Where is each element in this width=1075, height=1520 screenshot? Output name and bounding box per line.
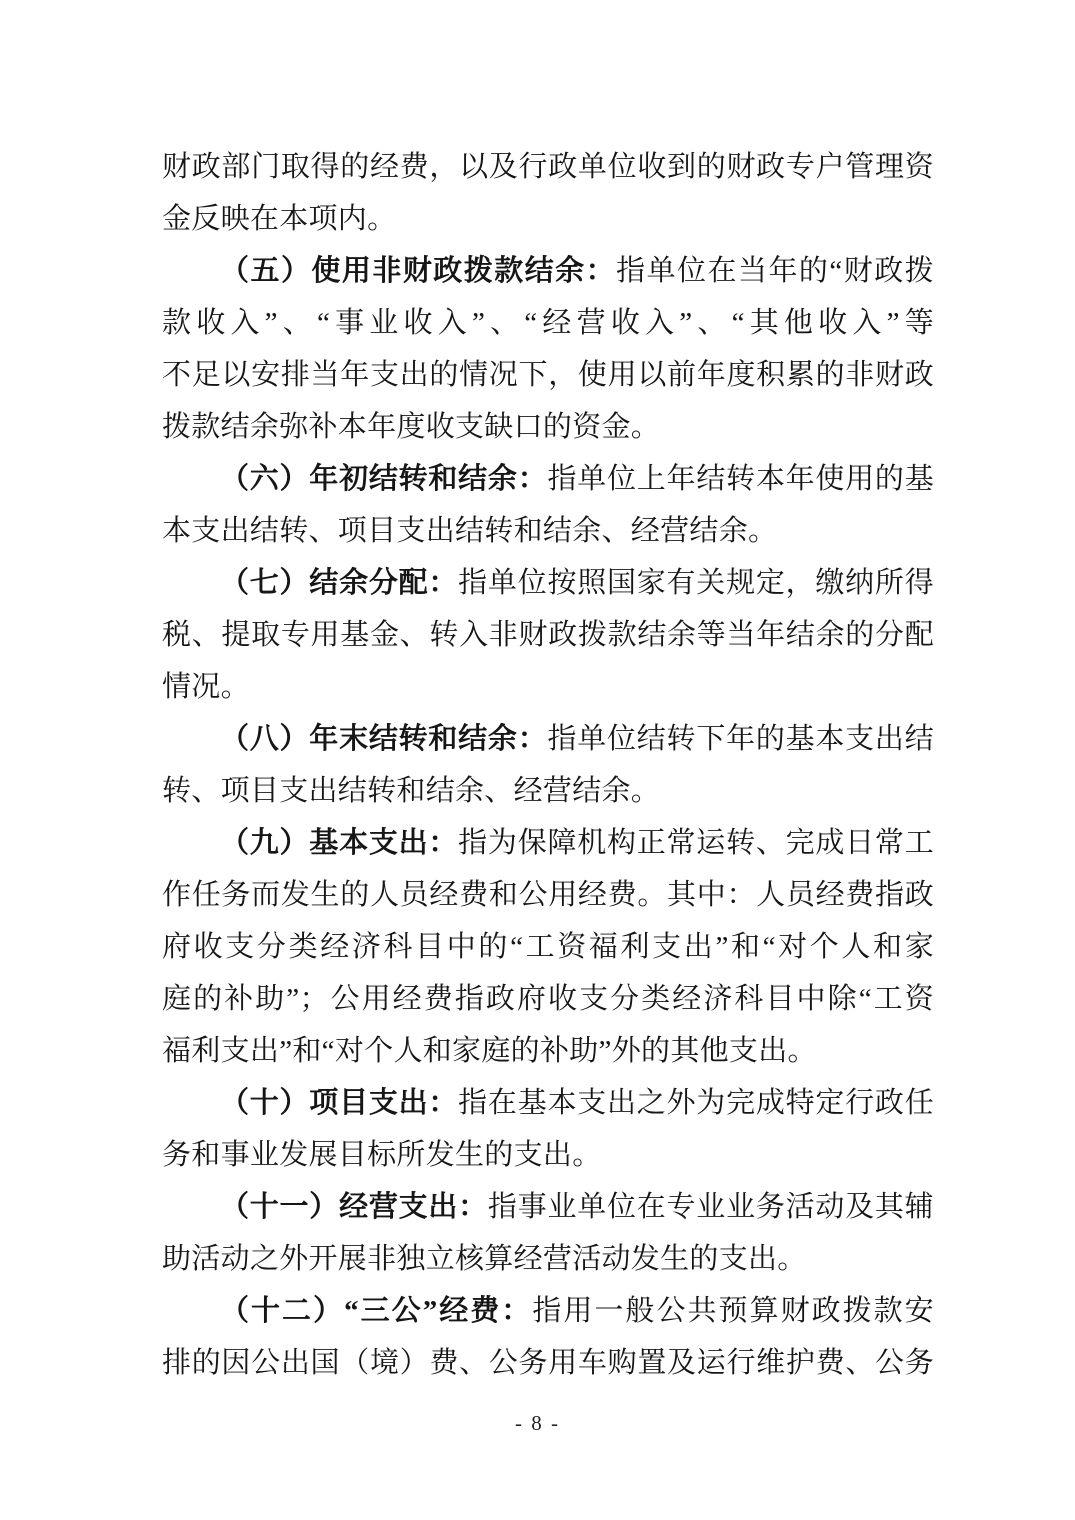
text-segment: 拨款结余弥补本年度收支缺口的资金。 — [162, 411, 661, 443]
term-label: （八）年末结转和结余： — [220, 723, 548, 755]
text-line — [162, 973, 934, 1025]
text-segment: 助活动之外开展非独立核算经营活动发生的支出。 — [162, 1243, 807, 1275]
text-line — [162, 1077, 934, 1129]
text-segment: 指单位上年结转本年使用的基 — [547, 463, 934, 495]
term-label: （六）年初结转和结余： — [220, 463, 548, 495]
text-line — [162, 609, 934, 661]
text-segment: 税、提取专用基金、转入非财政拨款结余等当年结余的分配 — [162, 619, 934, 651]
text-segment: 指单位按照国家有关规定，缴纳所得 — [458, 567, 934, 599]
para-item-8 — [162, 713, 934, 817]
term-label: （十）项目支出： — [220, 1087, 459, 1119]
text-line — [162, 193, 934, 245]
para-item-9 — [162, 817, 934, 1077]
text-line — [162, 1337, 934, 1389]
para-item-6 — [162, 453, 934, 557]
page-number: - 8 - — [515, 1411, 560, 1435]
para-continuation-4 — [162, 141, 934, 245]
text-line — [162, 245, 934, 297]
text-segment: 情况。 — [162, 671, 250, 703]
text-line — [162, 557, 934, 609]
text-line — [162, 661, 934, 713]
text-segment: 务和事业发展目标所发生的支出。 — [162, 1139, 602, 1171]
text-segment: 庭的补助”；公用经费指政府收支分类经济科目中除“工资 — [162, 983, 934, 1015]
text-segment: 金反映在本项内。 — [162, 203, 397, 235]
text-line — [162, 817, 934, 869]
text-line — [162, 1233, 934, 1285]
text-segment: 指事业单位在专业业务活动及其辅 — [487, 1191, 934, 1223]
text-line — [162, 765, 934, 817]
term-label: （五）使用非财政拨款结余： — [220, 255, 617, 287]
text-line — [162, 713, 934, 765]
text-segment: 款收入”、“事业收入”、“经营收入”、“其他收入”等 — [162, 307, 934, 339]
text-segment: 福利支出”和“对个人和家庭的补助”外的其他支出。 — [162, 1035, 817, 1067]
text-segment: 不足以安排当年支出的情况下，使用以前年度积累的非财政 — [162, 359, 934, 391]
text-segment: 本支出结转、项目支出结转和结余、经营结余。 — [162, 515, 778, 547]
text-line — [162, 453, 934, 505]
text-segment: 府收支分类经济科目中的“工资福利支出”和“对个人和家 — [162, 931, 934, 963]
text-segment: 指单位在当年的“财政拨 — [616, 255, 934, 287]
para-item-5 — [162, 245, 934, 453]
para-item-12 — [162, 1285, 934, 1389]
text-segment: 指在基本支出之外为完成特定行政任 — [458, 1087, 934, 1119]
text-segment: 财政部门取得的经费，以及行政单位收到的财政专户管理资 — [162, 151, 934, 183]
text-line — [162, 505, 934, 557]
text-line — [162, 921, 934, 973]
para-item-11 — [162, 1181, 934, 1285]
para-item-10 — [162, 1077, 934, 1181]
document-body — [162, 141, 934, 1389]
text-line — [162, 401, 934, 453]
text-line — [162, 1025, 934, 1077]
text-segment: 排的因公出国（境）费、公务用车购置及运行维护费、公务 — [162, 1347, 934, 1379]
text-line — [162, 1129, 934, 1181]
term-label: （七）结余分配： — [220, 567, 459, 599]
text-segment: 转、项目支出结转和结余、经营结余。 — [162, 775, 661, 807]
text-segment: 指为保障机构正常运转、完成日常工 — [458, 827, 934, 859]
text-line — [162, 349, 934, 401]
term-label: （十一）经营支出： — [220, 1191, 488, 1223]
text-line — [162, 869, 934, 921]
text-line — [162, 1181, 934, 1233]
para-item-7 — [162, 557, 934, 713]
text-line — [162, 141, 934, 193]
text-segment: 指用一般公共预算财政拨款安 — [532, 1295, 934, 1327]
text-segment: 指单位结转下年的基本支出结 — [547, 723, 934, 755]
text-segment: 作任务而发生的人员经费和公用经费。其中：人员经费指政 — [162, 879, 934, 911]
text-line — [162, 1285, 934, 1337]
term-label: （十二）“三公”经费： — [220, 1295, 533, 1327]
term-label: （九）基本支出： — [220, 827, 459, 859]
text-line — [162, 297, 934, 349]
